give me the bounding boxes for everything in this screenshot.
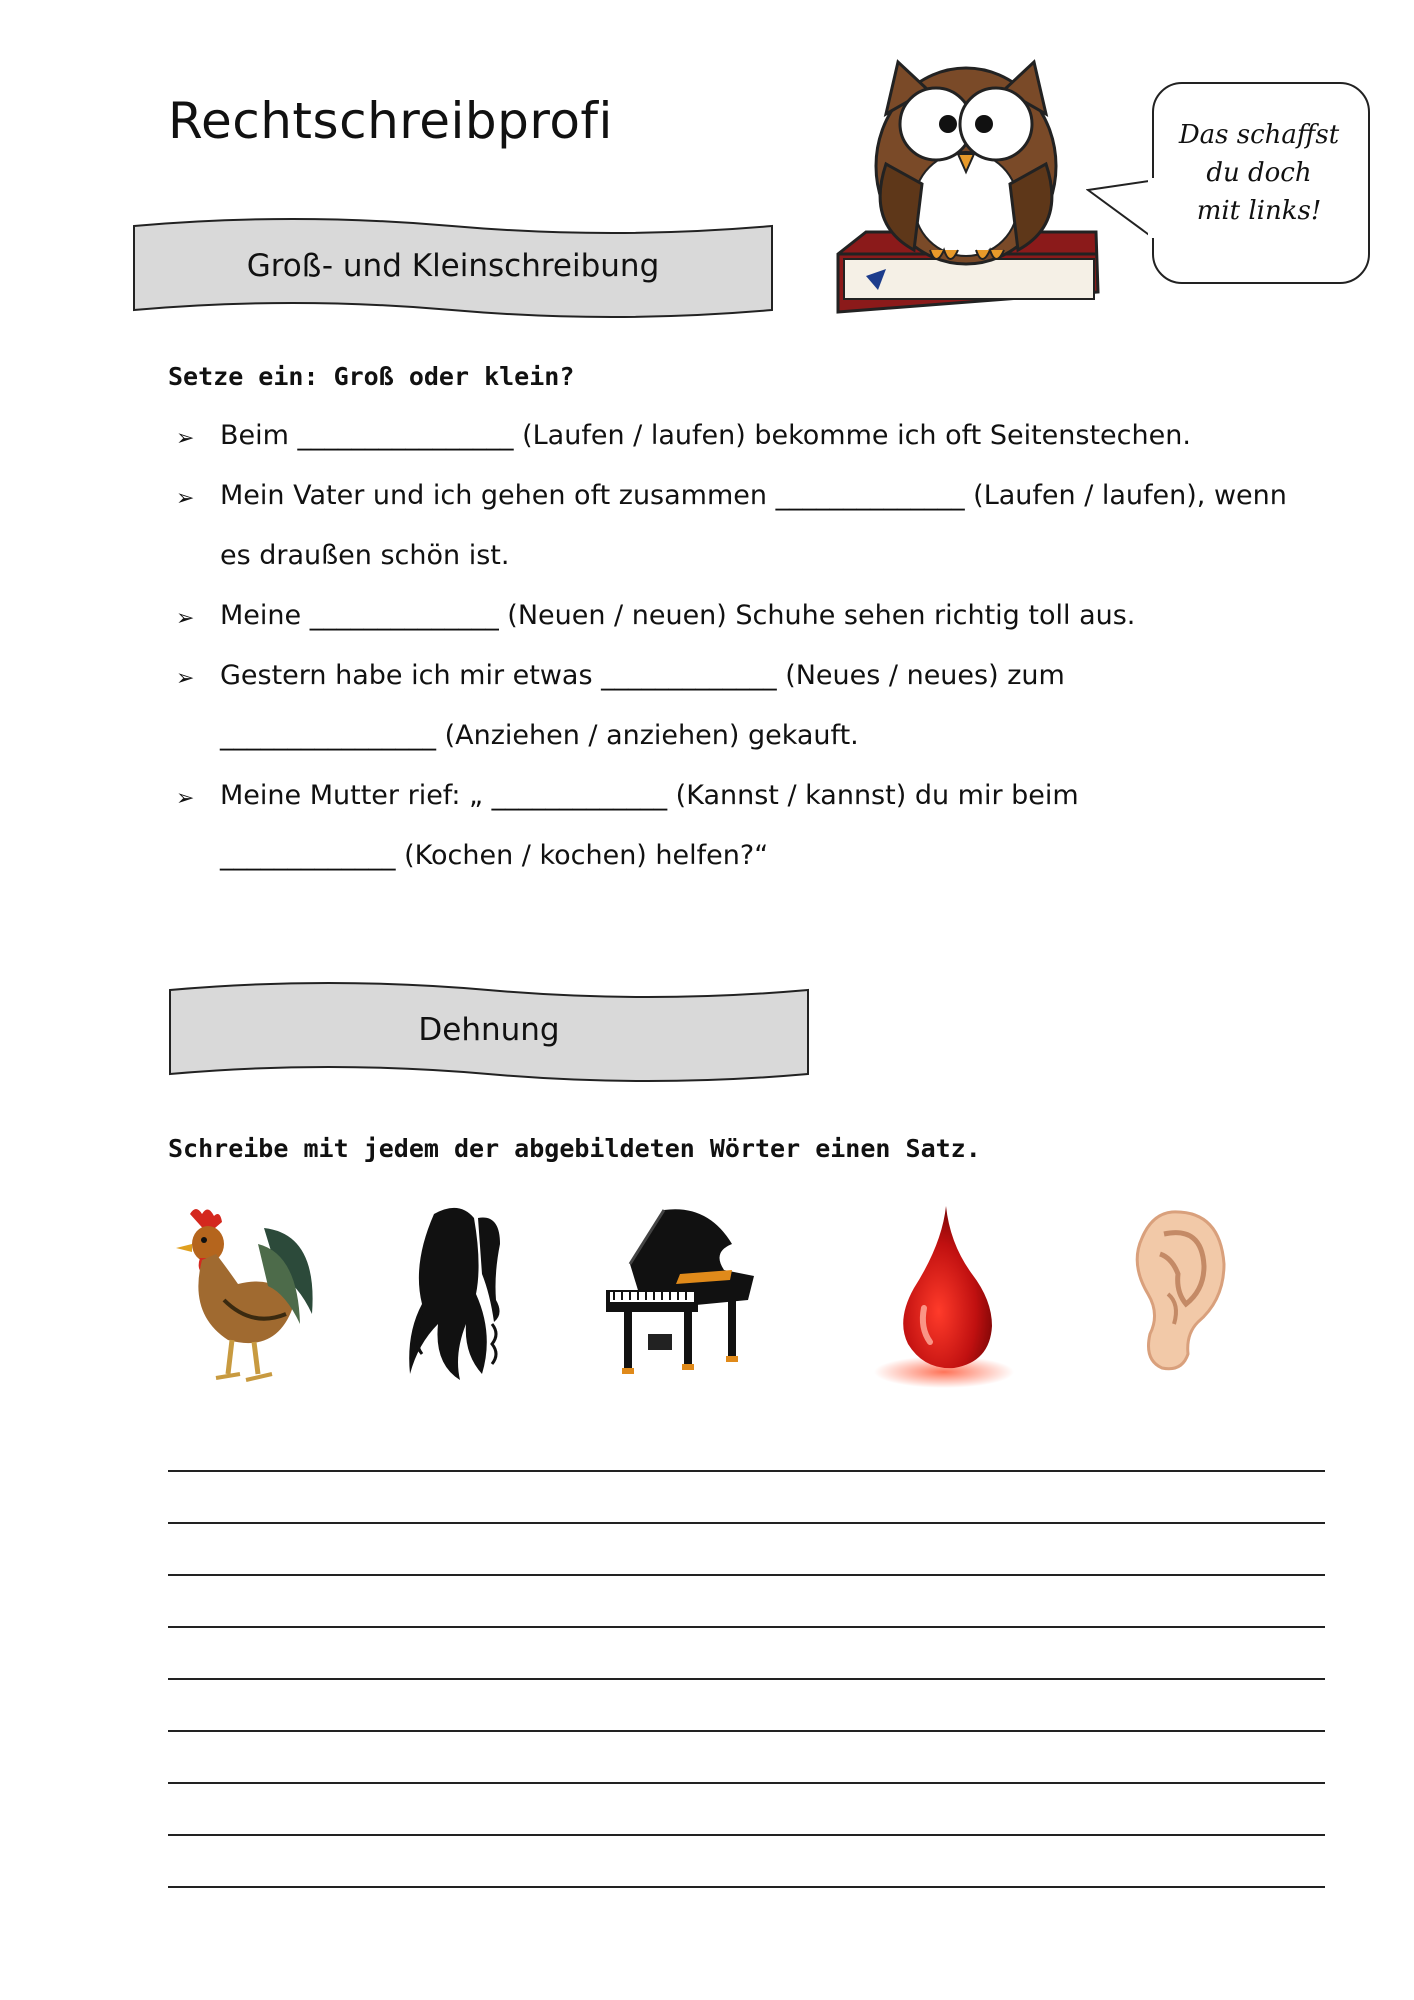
speech-line-1: Das schaffst <box>1178 120 1340 150</box>
speech-line-3: mit links! <box>1196 196 1322 226</box>
bullet-arrow-icon: ➢ <box>176 786 195 811</box>
exercise-line: Mein Vater und ich gehen oft zusammen ______________ (Laufen / laufen), wenn <box>220 480 1287 511</box>
instruction-text: Setze ein: Groß oder klein? <box>168 362 575 391</box>
piano-icon <box>604 1204 754 1380</box>
instruction-text: Schreibe mit jedem der abgebildeten Wörter einen Satz. <box>168 1134 981 1163</box>
writing-line[interactable] <box>168 1470 1325 1472</box>
section-banner-gross-klein <box>132 218 774 320</box>
rooster-icon <box>168 1204 318 1390</box>
speech-bubble-tail-cover <box>1148 178 1158 238</box>
section-heading: Groß- und Kleinschreibung <box>246 248 660 284</box>
writing-line[interactable] <box>168 1574 1325 1576</box>
bullet-arrow-icon: ➢ <box>176 666 195 691</box>
exercise-line: Meine Mutter rief: „ _____________ (Kannst / kannst) du mir beim <box>220 780 1079 811</box>
exercise-line: Meine ______________ (Neuen / neuen) Schuhe sehen richtig toll aus. <box>220 600 1136 631</box>
owl-on-book-icon <box>826 54 1116 319</box>
writing-line[interactable] <box>168 1834 1325 1836</box>
writing-line[interactable] <box>168 1626 1325 1628</box>
exercise-line: Beim ________________ (Laufen / laufen) bekomme ich oft Seitenstechen. <box>220 420 1191 451</box>
exercise-line: _____________ (Kochen / kochen) helfen?“ <box>220 840 769 871</box>
exercise-line: es draußen schön ist. <box>220 540 510 571</box>
writing-line[interactable] <box>168 1678 1325 1680</box>
speech-line-2: du doch <box>1206 158 1312 188</box>
blood-drop-icon <box>868 1204 1018 1394</box>
writing-line[interactable] <box>168 1782 1325 1784</box>
bullet-arrow-icon: ➢ <box>176 426 195 451</box>
writing-line[interactable] <box>168 1886 1325 1888</box>
section-heading: Dehnung <box>418 1012 560 1048</box>
hair-icon <box>404 1204 514 1384</box>
writing-line[interactable] <box>168 1730 1325 1732</box>
exercise-line: ________________ (Anziehen / anziehen) gekauft. <box>220 720 859 751</box>
writing-line[interactable] <box>168 1522 1325 1524</box>
section-banner-dehnung <box>168 980 810 1082</box>
page-title: Rechtschreibprofi <box>168 92 613 150</box>
ear-icon <box>1120 1204 1230 1374</box>
bullet-arrow-icon: ➢ <box>176 606 195 631</box>
speech-bubble-text <box>1152 116 1366 230</box>
exercise-line: Gestern habe ich mir etwas _____________ (Neues / neues) zum <box>220 660 1065 691</box>
bullet-arrow-icon: ➢ <box>176 486 195 511</box>
